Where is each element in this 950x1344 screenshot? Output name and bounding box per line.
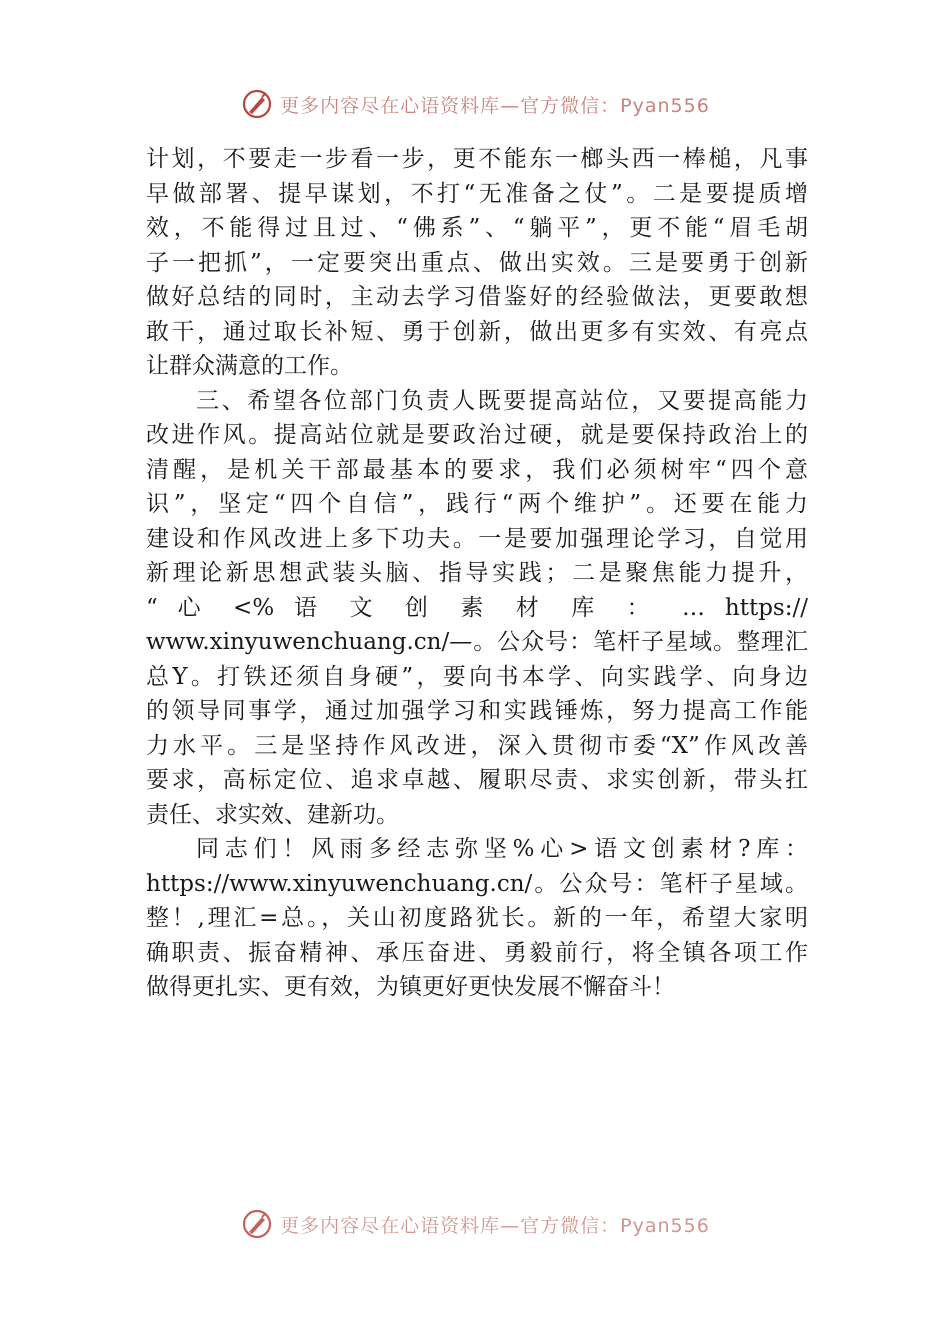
text-line: 敢干，通过取长补短、勇于创新，做出更多有实效、有亮点 — [146, 318, 808, 345]
header-banner — [0, 84, 950, 124]
text-line: 要求，高标定位、追求卓越、履职尽责、求实创新，带头扛 — [146, 767, 808, 793]
text-line: 同志们！风雨多经志弥坚%心>语文创素材?库： — [196, 836, 808, 862]
text-line: 清醒，是机关干部最基本的要求，我们必须树牢“四个意 — [146, 456, 808, 483]
text-line: 整！,理汇=总。，关山初度路犹长。新的一年，希望大家明 — [146, 905, 808, 931]
text-line: 总Y。打铁还须自身硬”，要向书本学、向实践学、向身边 — [146, 663, 808, 690]
text-line: 力水平。三是坚持作风改进，深入贯彻市委“X”作风改善 — [146, 732, 808, 759]
footer-banner-text: 更多内容尽在心语资料库—官方微信：Pyan556 — [280, 1214, 710, 1237]
text-line: 让群众满意的工作。 — [146, 353, 353, 379]
text-line: 确职责、振奋精神、承压奋进、勇毅前行，将全镇各项工作 — [146, 939, 808, 966]
text-line: 责任、求实效、建新功。 — [146, 801, 399, 828]
text-line: 建设和作风改进上多下功夫。一是要加强理论学习，自觉用 — [146, 525, 808, 552]
text-line: 做好总结的同时，主动去学习借鉴好的经验做法，更要敢想 — [146, 284, 808, 310]
text-line: 子一把抓”，一定要突出重点、做出实效。三是要勇于创新 — [146, 249, 808, 276]
text-line: 效，不能得过且过、“佛系”、“躺平”，更不能“眉毛胡 — [146, 215, 808, 241]
text-line: 的领导同事学，通过加强学习和实践锤炼，努力提高工作能 — [146, 698, 808, 724]
footer-banner — [0, 1204, 950, 1244]
text-line: 新理论新思想武装头脑、指导实践；二是聚焦能力提升， — [146, 560, 808, 586]
text-line: 计划，不要走一步看一步，更不能东一榔头西一棒槌，凡事 — [146, 146, 808, 172]
text-line: 改进作风。提高站位就是要政治过硬，就是要保持政治上的 — [146, 422, 808, 448]
text-line: 识”，坚定“四个自信”，践行“两个维护”。还要在能力 — [146, 491, 808, 517]
text-line: 三、希望各位部门负责人既要提高站位，又要提高能力 — [196, 387, 808, 414]
text-line: 早做部署、提早谋划，不打“无准备之仗”。二是要提质增 — [146, 180, 808, 207]
text-line: “ 心 <% 语 文 创 素 材 库 ： … https:// — [146, 594, 808, 621]
text-line: www.xinyuwenchuang.cn/—。公众号：笔杆子星域。整理汇 — [146, 629, 808, 655]
header-banner-text: 更多内容尽在心语资料库—官方微信：Pyan556 — [280, 94, 710, 117]
text-line: 做得更扎实、更有效，为镇更好更快发展不懈奋斗！ — [146, 974, 675, 1000]
document-body — [146, 142, 808, 1005]
pen-logo-icon — [240, 1207, 274, 1241]
text-line: https://www.xinyuwenchuang.cn/。公众号：笔杆子星域。 — [146, 870, 808, 897]
pen-logo-icon — [240, 87, 274, 121]
